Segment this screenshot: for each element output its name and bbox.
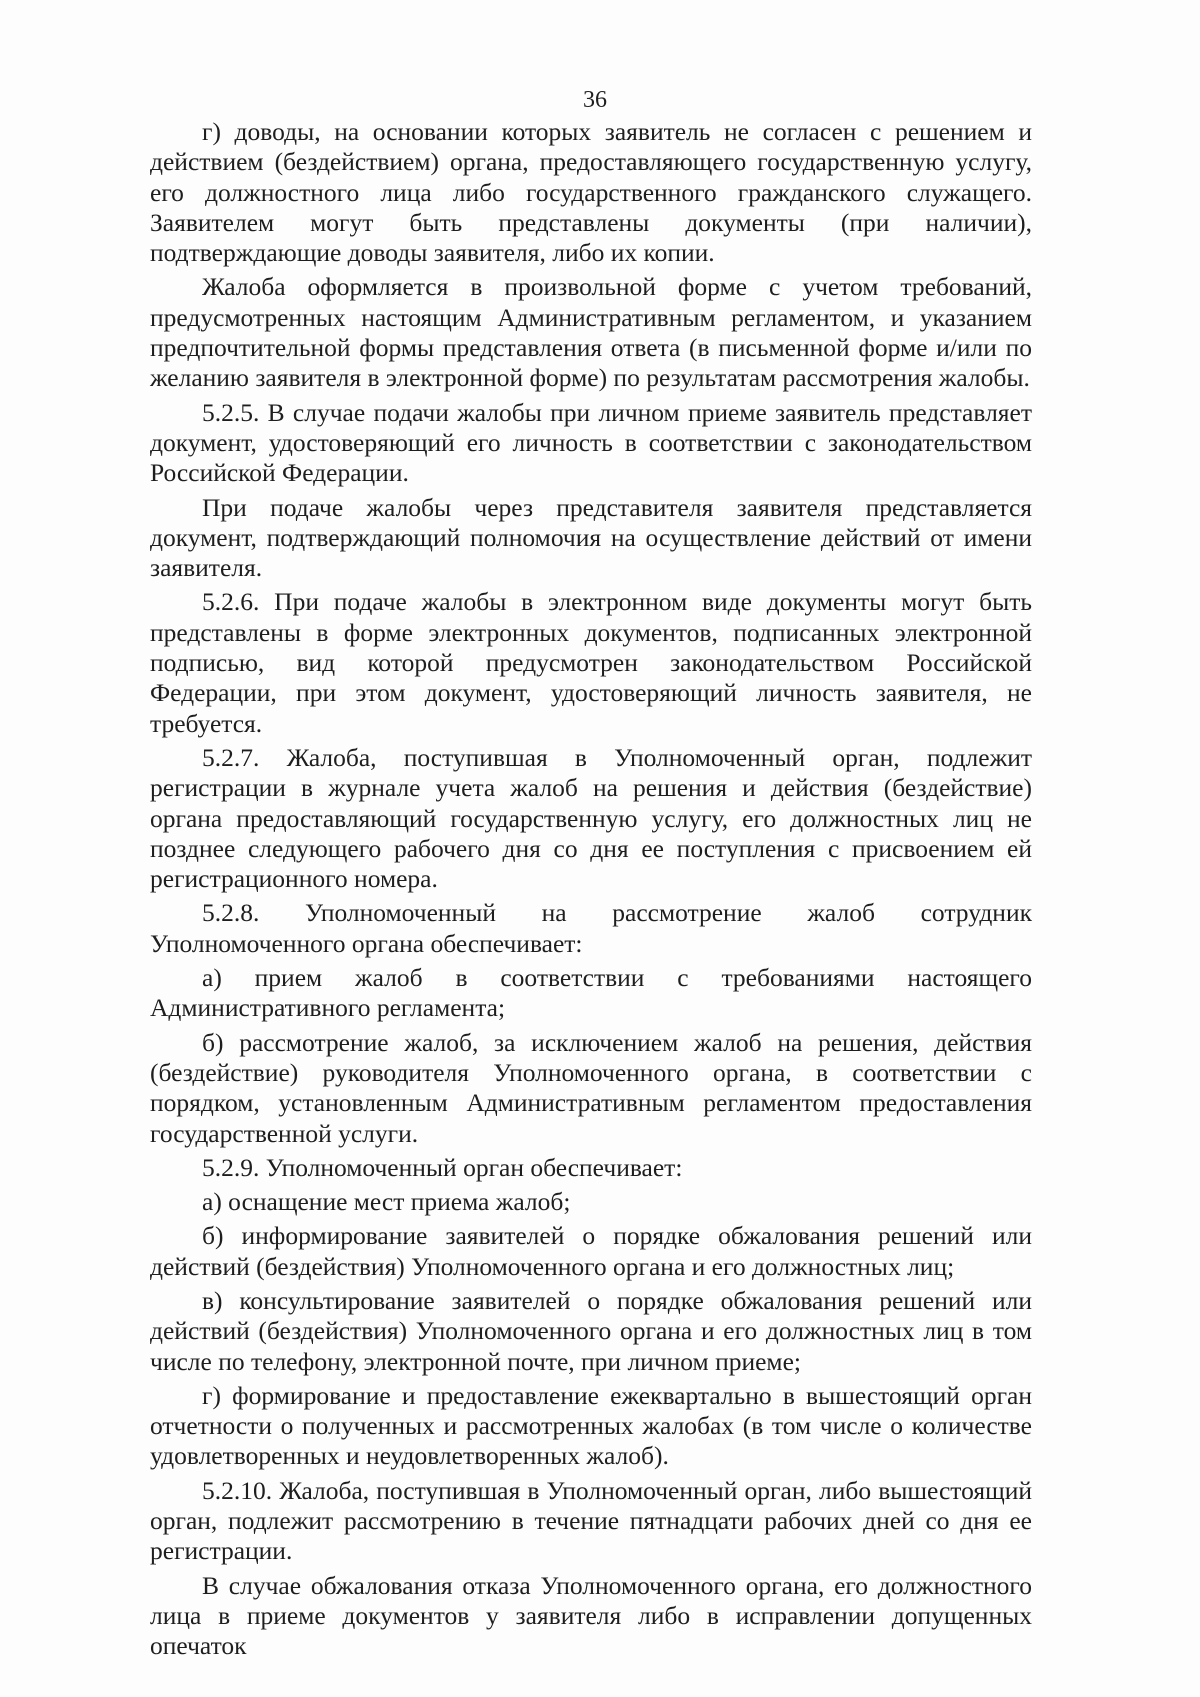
paragraph-5-2-6: 5.2.6. При подаче жалобы в электронном виде документы могут быть представлены в форме электронных документов, подписанных электронной подписью, вид которой предусмотрен законодательством Российской Федерации, при этом документ, удостоверяющий личность заявителя, не требуется. (150, 587, 1032, 738)
paragraph-5-2-10: 5.2.10. Жалоба, поступившая в Уполномоченный орган, либо вышестоящий орган, подлежит рассмотрению в течение пятнадцати рабочих дней со дня ее регистрации. (150, 1475, 1032, 1566)
paragraph-refusal-appeal: В случае обжалования отказа Уполномоченного органа, его должностного лица в приеме документов у заявителя либо в исправлении допущенных опечаток (150, 1570, 1032, 1661)
paragraph-5-2-9-b: б) информирование заявителей о порядке обжалования решений или действий (бездействия) Уполномоченного органа и его должностных лиц; (150, 1221, 1032, 1281)
paragraph-5-2-9-g: г) формирование и предоставление ежеквартально в вышестоящий орган отчетности о полученных и рассмотренных жалобах (в том числе о количестве удовлетворенных и неудовлетворенных жалоб). (150, 1380, 1032, 1471)
paragraph-5-2-9-v: в) консультирование заявителей о порядке обжалования решений или действий (бездействия) Уполномоченного органа и его должностных лиц в том числе по телефону, электронной почте, при личном приеме; (150, 1285, 1032, 1376)
paragraph-5-2-7: 5.2.7. Жалоба, поступившая в Уполномоченный орган, подлежит регистрации в журнале учета жалоб на решения и действия (бездействие) органа предоставляющий государственную услугу, его должностных лиц не позднее следующего рабочего дня со дня ее поступления с присвоением ей регистрационного номера. (150, 742, 1032, 894)
paragraph-arguments: г) доводы, на основании которых заявитель не согласен с решением и действием (бездействием) органа, предоставляющего государственную услугу, его должностного лица либо государственного гражданского служащего. Заявителем могут быть представлены документы (при наличии), подтверждающие доводы заявителя, либо их копии. (150, 117, 1032, 268)
paragraph-5-2-8: 5.2.8. Уполномоченный на рассмотрение жалоб сотрудник Уполномоченного органа обеспечивает: (150, 898, 1032, 958)
paragraph-complaint-form: Жалоба оформляется в произвольной форме с учетом требований, предусмотренных настоящим Административным регламентом, и указанием предпочтительной формы представления ответа (в письменной форме и/или по желанию заявителя в электронной форме) по результатам рассмотрения жалобы. (150, 272, 1032, 393)
paragraph-5-2-9: 5.2.9. Уполномоченный орган обеспечивает: (202, 1152, 683, 1182)
paragraph-5-2-5: 5.2.5. В случае подачи жалобы при личном приеме заявитель представляет документ, удостоверяющий его личность в соответствии с законодательством Российской Федерации. (150, 397, 1032, 488)
paragraph-5-2-8-a: а) прием жалоб в соответствии с требованиями настоящего Административного регламента; (150, 963, 1032, 1023)
paragraph-representative: При подаче жалобы через представителя заявителя представляется документ, подтверждающий полномочия на осуществление действий от имени заявителя. (150, 492, 1032, 583)
document-body (150, 117, 1032, 1662)
paragraph-5-2-9-a: а) оснащение мест приема жалоб; (202, 1187, 571, 1217)
paragraph-5-2-8-b: б) рассмотрение жалоб, за исключением жалоб на решения, действия (бездействие) руководителя Уполномоченного органа, в соответствии с порядком, установленным Административным регламентом предоставления государственной услуги. (150, 1027, 1032, 1148)
page-number: 36 (583, 87, 607, 113)
